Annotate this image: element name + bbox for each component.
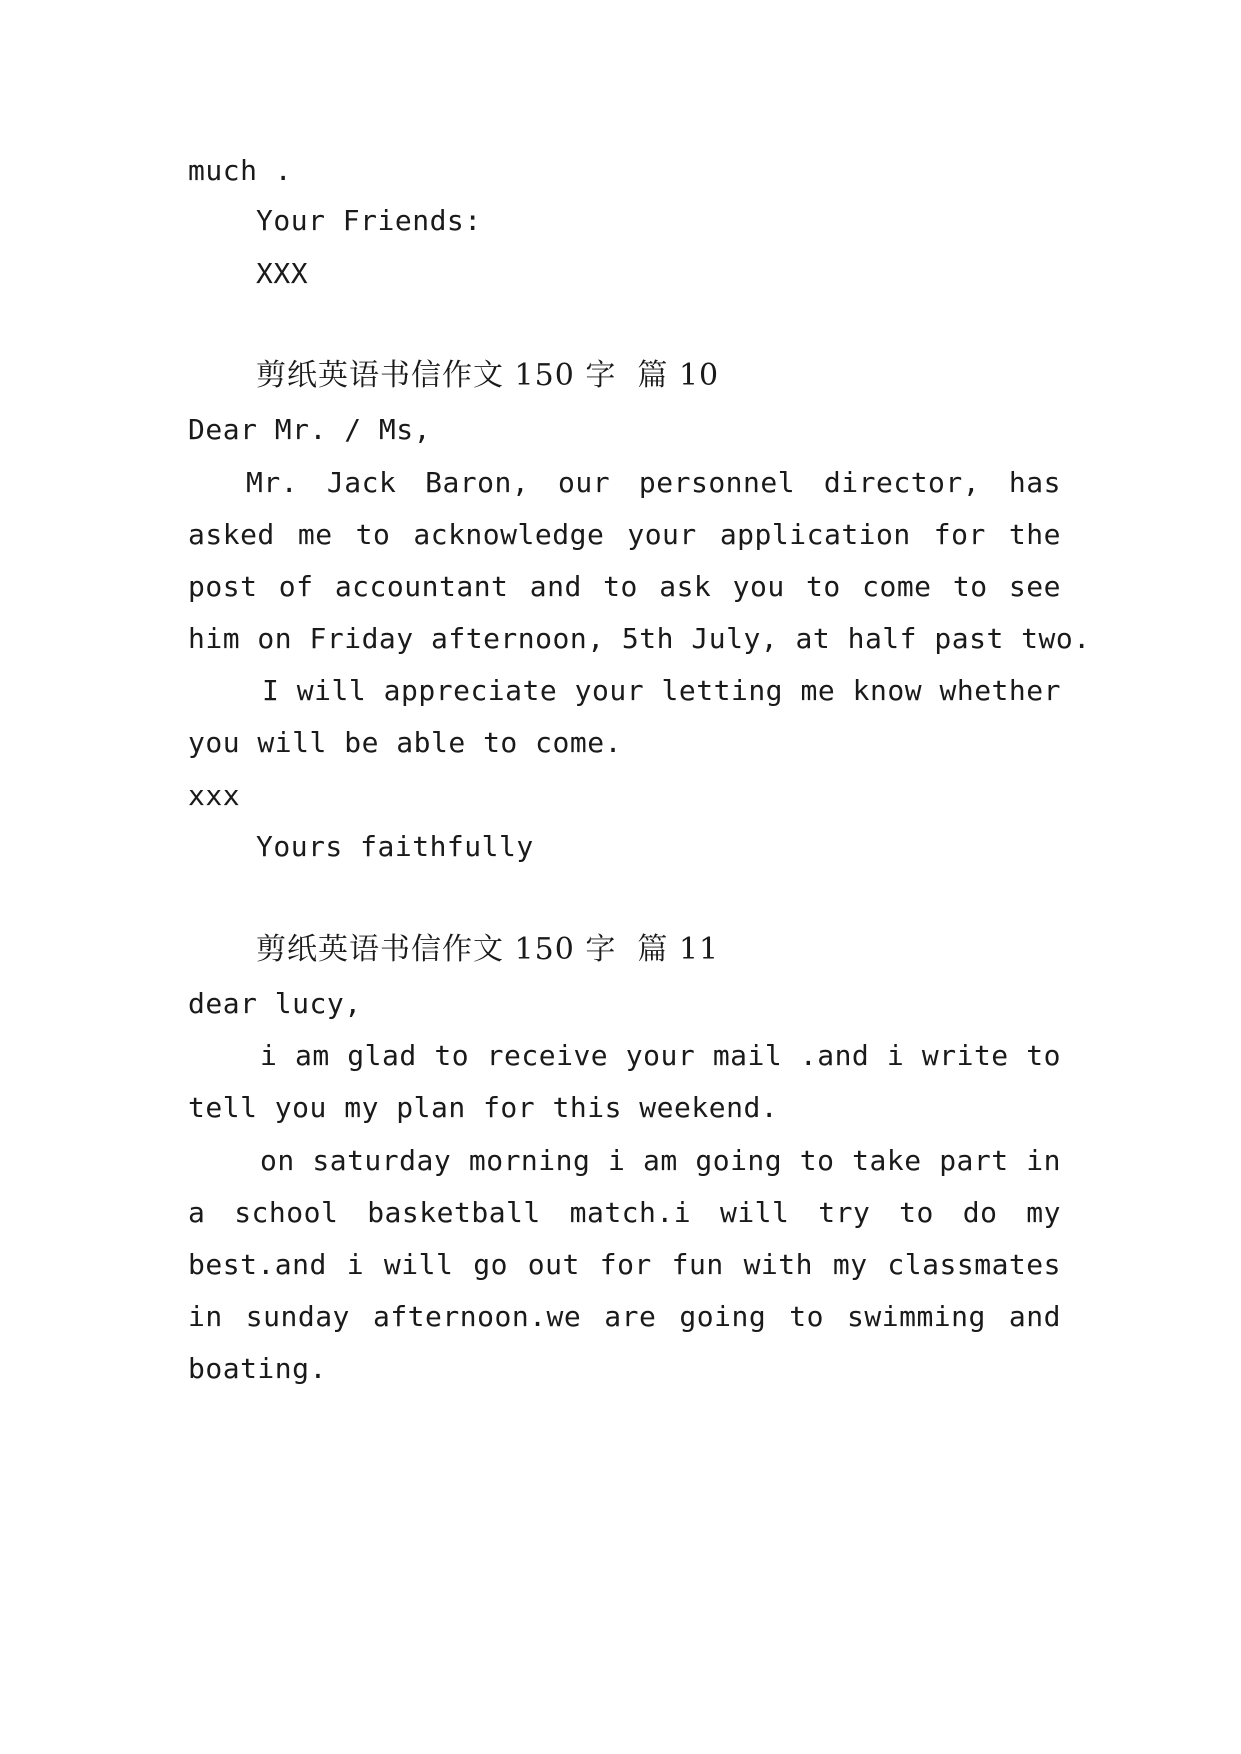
paragraph-line: in sunday afternoon.we are going to swimming and: [188, 1300, 1061, 1333]
paragraph-line: tell you my plan for this weekend.: [188, 1091, 779, 1124]
paragraph-line: Mr. Jack Baron, our personnel director, has: [246, 466, 1061, 499]
paragraph-line: post of accountant and to ask you to come to see: [188, 570, 1061, 603]
paragraph-line: I will appreciate your letting me know whether: [262, 674, 1061, 707]
letter-closing: Your Friends:: [256, 204, 482, 237]
paragraph-line: asked me to acknowledge your application for the: [188, 518, 1061, 551]
letter-closing: Yours faithfully: [256, 830, 534, 863]
section-heading-10: 剪纸英语书信作文 150 字 篇 10: [256, 358, 720, 393]
paragraph-line: a school basketball match.i will try to do my: [188, 1196, 1061, 1229]
continued-text-line: much .: [188, 154, 293, 187]
paragraph-line: best.and i will go out for fun with my classmates: [188, 1248, 1061, 1281]
paragraph-line: him on Friday afternoon, 5th July, at half past two.: [188, 622, 1091, 655]
paragraph-line: on saturday morning i am going to take part in: [260, 1144, 1061, 1177]
sender-name: xxx: [188, 779, 241, 812]
paragraph-line: i am glad to receive your mail .and i write to: [260, 1039, 1061, 1072]
letter-signature: XXX: [256, 257, 309, 290]
paragraph-line: boating.: [188, 1352, 327, 1385]
letter-salutation: dear lucy,: [188, 987, 362, 1020]
paragraph-line: you will be able to come.: [188, 726, 622, 759]
section-heading-11: 剪纸英语书信作文 150 字 篇 11: [256, 932, 720, 967]
letter-salutation: Dear Mr. / Ms,: [188, 413, 432, 446]
